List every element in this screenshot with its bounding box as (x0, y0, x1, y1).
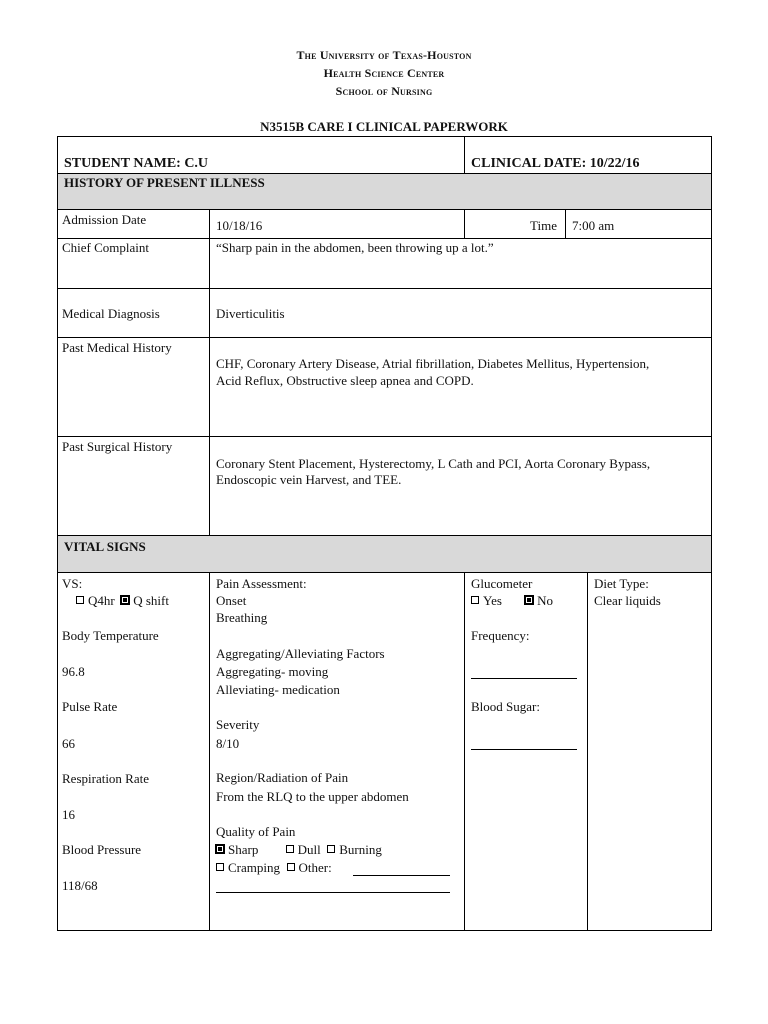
blood-sugar-blank-line[interactable] (471, 749, 577, 750)
vs-frequency-options (76, 592, 169, 609)
diet-type-value: Clear liquids (594, 593, 661, 608)
q4hr-label: Q4hr (88, 593, 115, 608)
alleviating-value: Alleviating- medication (216, 682, 340, 697)
medical-diagnosis-value: Diverticulitis (216, 306, 285, 321)
frequency-label: Frequency: (471, 628, 530, 643)
glucometer-yes-checkbox[interactable] (471, 596, 479, 604)
health-science-center: Health Science Center (323, 66, 445, 80)
glucometer-no-label: No (537, 593, 554, 608)
chief-complaint-label: Chief Complaint (62, 240, 150, 255)
glucometer-no-checkbox[interactable] (525, 596, 533, 604)
glucometer-yes-label: Yes (483, 593, 502, 608)
other-blank-line-2[interactable] (216, 892, 450, 893)
respiration-rate-label: Respiration Rate (62, 771, 150, 786)
clinical-date: CLINICAL DATE: 10/22/16 (471, 156, 640, 171)
glucometer-title: Glucometer (471, 576, 533, 591)
severity-value: 8/10 (216, 736, 240, 751)
chief-complaint-value: “Sharp pain in the abdomen, been throwing up a lot.” (216, 240, 494, 255)
region-value: From the RLQ to the upper abdomen (216, 789, 409, 804)
other-checkbox[interactable] (287, 863, 295, 871)
pulse-rate-value: 66 (62, 736, 75, 751)
past-surgical-history-line2: Endoscopic vein Harvest, and TEE. (216, 472, 402, 487)
aggregating-value: Aggregating- moving (216, 664, 329, 679)
blood-sugar-label: Blood Sugar: (471, 699, 540, 714)
pain-assessment-title: Pain Assessment: (216, 576, 307, 591)
factors-label: Aggregating/Alleviating Factors (216, 646, 385, 661)
frequency-blank-line[interactable] (471, 678, 577, 679)
quality-options-row1 (216, 841, 382, 858)
onset-value: Breathing (216, 610, 268, 625)
time-value: 7:00 am (572, 218, 615, 233)
past-surgical-history-line1: Coronary Stent Placement, Hysterectomy, L Cath and PCI, Aorta Coronary Bypass, (216, 456, 651, 471)
vs-label: VS: (62, 576, 83, 591)
diet-type-label: Diet Type: (594, 576, 649, 591)
qshift-label: Q shift (133, 593, 169, 608)
glucometer-options (471, 592, 553, 609)
sharp-label: Sharp (228, 842, 259, 857)
dull-label: Dull (297, 842, 321, 857)
other-blank-line[interactable] (353, 875, 450, 876)
cramping-checkbox[interactable] (216, 863, 224, 871)
past-medical-history-line2: Acid Reflux, Obstructive sleep apnea and COPD. (216, 373, 474, 388)
vitals-header-bg (57, 535, 711, 572)
region-label: Region/Radiation of Pain (216, 770, 349, 785)
medical-diagnosis-label: Medical Diagnosis (62, 306, 160, 321)
other-label: Other: (298, 860, 332, 875)
body-temperature-value: 96.8 (62, 664, 85, 679)
dull-checkbox[interactable] (286, 845, 294, 853)
blood-pressure-value: 118/68 (62, 878, 98, 893)
university-name: The University of Texas-Houston (296, 48, 472, 62)
admission-date-value: 10/18/16 (216, 218, 263, 233)
past-medical-history-line1: CHF, Coronary Artery Disease, Atrial fibrillation, Diabetes Mellitus, Hypertension, (216, 356, 650, 371)
vital-signs-title: VITAL SIGNS (64, 539, 146, 554)
pulse-rate-label: Pulse Rate (62, 699, 118, 714)
time-label: Time (530, 218, 557, 233)
cramping-label: Cramping (228, 860, 280, 875)
burning-label: Burning (339, 842, 382, 857)
past-surgical-history-label: Past Surgical History (62, 439, 173, 454)
quality-label: Quality of Pain (216, 824, 296, 839)
onset-label: Onset (216, 593, 247, 608)
qshift-checkbox[interactable] (121, 596, 129, 604)
school-of-nursing: School of Nursing (335, 84, 433, 98)
q4hr-checkbox[interactable] (76, 596, 84, 604)
admission-date-label: Admission Date (62, 212, 147, 227)
body-temperature-label: Body Temperature (62, 628, 159, 643)
past-medical-history-label: Past Medical History (62, 340, 172, 355)
quality-options-row2 (216, 859, 332, 876)
burning-checkbox[interactable] (327, 845, 335, 853)
form-title: N3515B CARE I CLINICAL PAPERWORK (260, 119, 508, 134)
student-name: STUDENT NAME: C.U (64, 156, 209, 171)
sharp-checkbox[interactable] (216, 845, 224, 853)
blood-pressure-label: Blood Pressure (62, 842, 142, 857)
respiration-rate-value: 16 (62, 807, 75, 822)
hpi-section-title: HISTORY OF PRESENT ILLNESS (64, 175, 265, 190)
severity-label: Severity (216, 717, 260, 732)
